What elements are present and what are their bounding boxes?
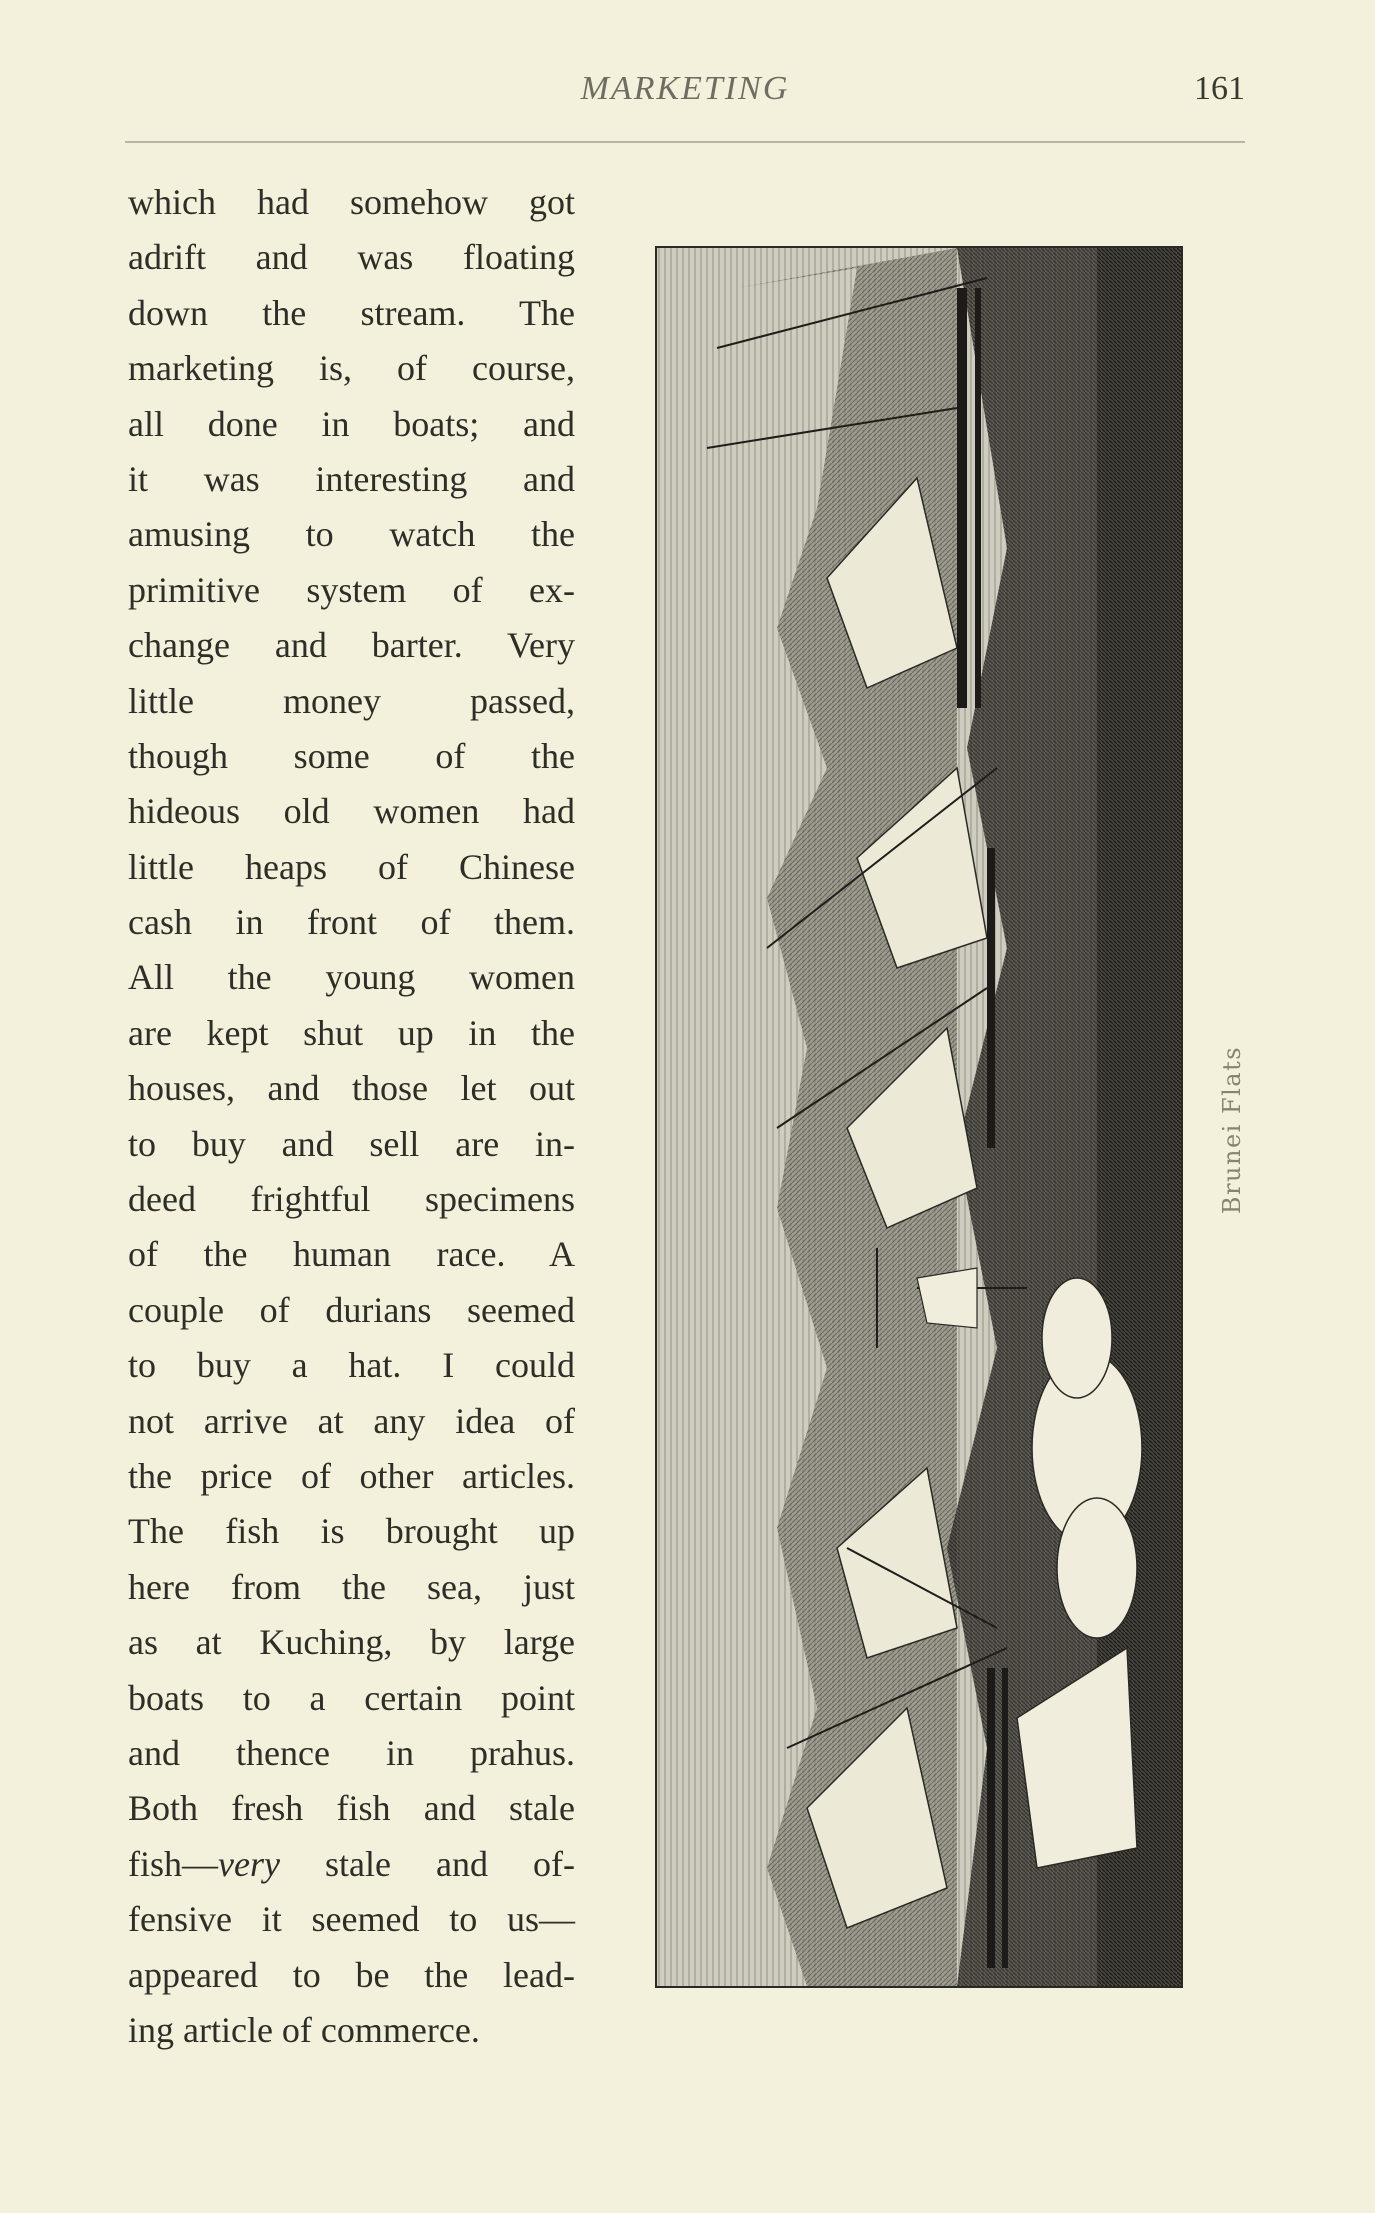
text-line: as at Kuching, by large xyxy=(128,1622,575,1663)
text-line: primitive system of ex- xyxy=(128,569,575,610)
text-fragment: stale and of- xyxy=(279,1843,575,1884)
header-rule xyxy=(125,141,1245,143)
body-text-column xyxy=(128,175,575,2058)
text-line: Both fresh fish and stale xyxy=(128,1788,575,1829)
text-line: all done in boats; and xyxy=(128,403,575,444)
text-line: All the young women xyxy=(128,957,575,998)
text-line: down the stream. The xyxy=(128,292,575,333)
text-line: houses, and those let out xyxy=(128,1068,575,1109)
text-line: to buy a hat. I could xyxy=(128,1345,575,1386)
page-number: 161 xyxy=(1194,70,1245,107)
text-line: though some of the xyxy=(128,735,575,776)
text-line: fensive it seemed to us— xyxy=(128,1899,575,1940)
text-line: ing article of commerce. xyxy=(128,2009,480,2050)
text-line: marketing is, of course, xyxy=(128,348,575,389)
text-line: are kept shut up in the xyxy=(128,1012,575,1053)
text-line: cash in front of them. xyxy=(128,902,575,943)
text-line: couple of durians seemed xyxy=(128,1289,575,1330)
text-line: change and barter. Very xyxy=(128,625,575,666)
figure-caption-text: Brunei Flats xyxy=(1218,1045,1246,1215)
text-line: of the human race. A xyxy=(128,1234,575,1275)
text-line: the price of other articles. xyxy=(128,1455,575,1496)
text-line: here from the sea, just xyxy=(128,1566,575,1607)
brunei-flats-engraving xyxy=(655,246,1183,1988)
text-line: The fish is brought up xyxy=(128,1511,575,1552)
text-line: appeared to be the lead- xyxy=(128,1954,575,1995)
text-line: to buy and sell are in- xyxy=(128,1123,575,1164)
emphasis-text: very xyxy=(218,1843,280,1884)
text-line: little money passed, xyxy=(128,680,575,721)
text-line: little heaps of Chinese xyxy=(128,846,575,887)
text-fragment: fish— xyxy=(128,1843,218,1884)
running-head xyxy=(125,70,1245,114)
text-line: deed frightful specimens xyxy=(128,1179,575,1220)
figure-caption xyxy=(1212,1030,1252,1230)
text-line: not arrive at any idea of xyxy=(128,1400,575,1441)
text-line xyxy=(128,1837,575,1892)
text-line: hideous old women had xyxy=(128,791,575,832)
text-line: which had somehow got xyxy=(128,182,575,222)
text-line: amusing to watch the xyxy=(128,514,575,555)
text-line: adrift and was floating xyxy=(128,237,575,278)
text-line: it was interesting and xyxy=(128,458,575,499)
text-line: and thence in prahus. xyxy=(128,1732,575,1773)
text-line: boats to a certain point xyxy=(128,1677,575,1718)
running-head-title: MARKETING xyxy=(580,70,790,107)
